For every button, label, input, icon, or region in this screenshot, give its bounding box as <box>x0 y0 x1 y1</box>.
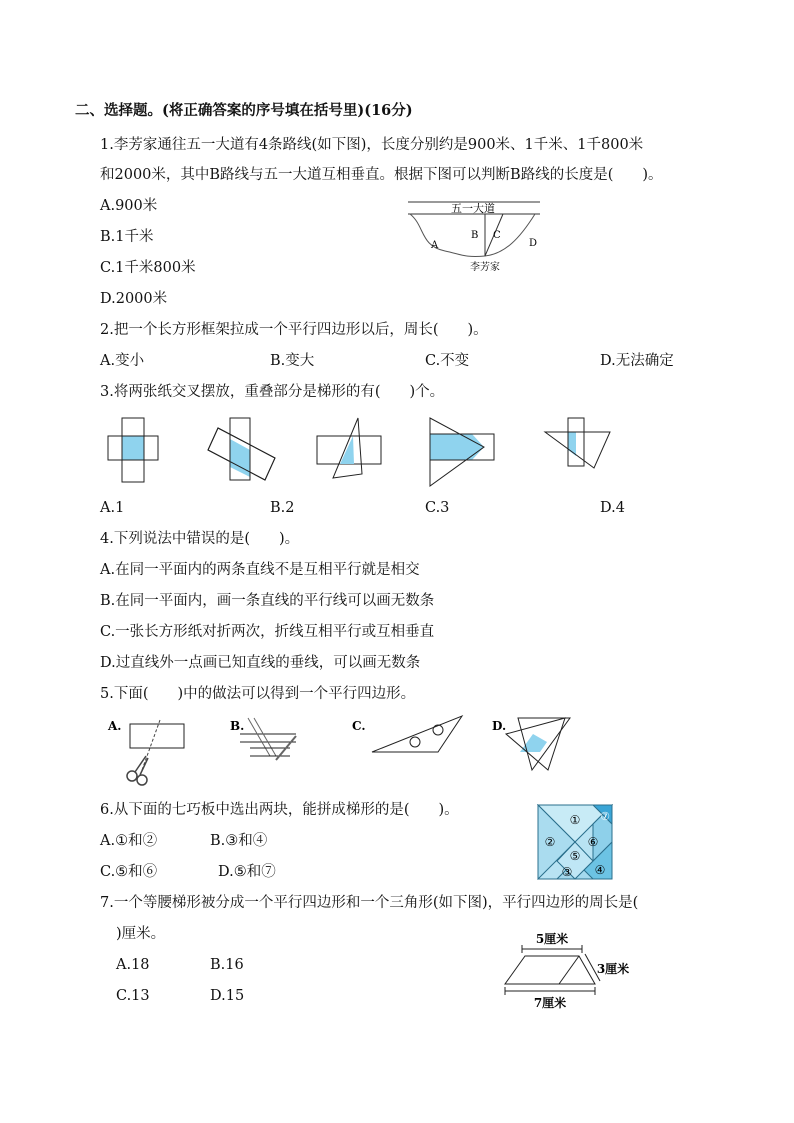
q6-option-a: A.①和② <box>100 833 158 849</box>
q1-label-d: D <box>529 238 538 249</box>
q6-option-b: B.③和④ <box>210 833 268 849</box>
q5-figures <box>100 712 580 792</box>
q7-side-label: 3厘米 <box>596 962 630 976</box>
q1-option-b: B.1千米 <box>100 229 154 245</box>
q3-figure-3 <box>317 418 381 478</box>
q7-bottom-label: 7厘米 <box>533 996 567 1010</box>
q3-figures <box>100 412 620 490</box>
q1-label-b: B <box>471 230 479 241</box>
q1-option-c: C.1千米800米 <box>100 260 196 276</box>
q1-label-c: C <box>493 230 501 241</box>
q5-label-c: C. <box>352 719 366 733</box>
q4-option-d: D.过直线外一点画已知直线的垂线，可以画无数条 <box>100 655 421 671</box>
q3-figure-1 <box>108 418 158 482</box>
q3-option-d: D.4 <box>600 500 625 516</box>
q3-stem: 3.将两张纸交叉摆放，重叠部分是梯形的有( )个。 <box>100 384 445 400</box>
q1-stem-line2: 和2000米，其中B路线与五一大道互相垂直。根据下图可以判断B路线的长度是( )。 <box>100 167 663 183</box>
q3-figure-5 <box>545 418 610 468</box>
svg-text:①: ① <box>569 813 581 827</box>
q2-stem: 2.把一个长方形框架拉成一个平行四边形以后，周长( )。 <box>100 322 488 338</box>
svg-text:④: ④ <box>594 863 606 877</box>
q4-option-b: B.在同一平面内，画一条直线的平行线可以画无数条 <box>100 593 435 609</box>
q7-option-c: C.13 <box>116 988 150 1004</box>
q7-option-b: B.16 <box>210 957 244 973</box>
q5-label-b: B. <box>230 719 245 733</box>
q7-stem-line2: )厘米。 <box>116 926 166 942</box>
q7-option-a: A.18 <box>116 957 150 973</box>
q6-option-c: C.⑤和⑥ <box>100 864 158 880</box>
q2-option-a: A.变小 <box>100 353 145 369</box>
q1-label-a: A <box>431 240 439 251</box>
section-title: 二、选择题。(将正确答案的序号填在括号里)(16分) <box>75 102 413 119</box>
q5-stem: 5.下面( )中的做法可以得到一个平行四边形。 <box>100 686 416 702</box>
q1-route-figure <box>405 196 545 276</box>
q3-figure-2 <box>208 418 275 480</box>
q7-option-d: D.15 <box>210 988 245 1004</box>
q4-stem: 4.下列说法中错误的是( )。 <box>100 531 300 547</box>
q2-option-b: B.变大 <box>270 353 315 369</box>
q7-trapezoid-figure <box>497 925 647 1015</box>
q6-option-d: D.⑤和⑦ <box>218 864 276 880</box>
svg-text:②: ② <box>544 835 556 849</box>
q3-option-a: A.1 <box>100 500 125 516</box>
q4-option-c: C.一张长方形纸对折两次，折线互相平行或互相垂直 <box>100 624 435 640</box>
q4-option-a: A.在同一平面内的两条直线不是互相平行就是相交 <box>100 562 420 578</box>
q5-label-a: A. <box>108 719 122 733</box>
q3-option-c: C.3 <box>425 500 450 516</box>
q1-stem-line1: 1.李芳家通往五一大道有4条路线(如下图)，长度分别约是900米、1千米、1千800米 <box>100 137 644 153</box>
q3-figure-4 <box>430 418 494 486</box>
svg-text:③: ③ <box>561 865 573 879</box>
q2-option-d: D.无法确定 <box>600 353 674 369</box>
q6-stem: 6.从下面的七巧板中选出两块，能拼成梯形的是( )。 <box>100 802 459 818</box>
q5-label-d: D. <box>492 719 507 733</box>
q1-option-a: A.900米 <box>100 198 158 214</box>
q1-road-label: 五一大道 <box>451 202 495 215</box>
q6-tangram <box>537 804 613 880</box>
svg-text:⑥: ⑥ <box>587 835 599 849</box>
q2-option-c: C.不变 <box>425 353 470 369</box>
q1-home-label: 李芳家 <box>470 262 500 273</box>
q7-stem-line1: 7.一个等腰梯形被分成一个平行四边形和一个三角形(如下图)，平行四边形的周长是( <box>100 895 639 911</box>
q1-option-d: D.2000米 <box>100 291 168 307</box>
svg-text:⑤: ⑤ <box>569 849 581 863</box>
q3-option-b: B.2 <box>270 500 295 516</box>
svg-text:⑦: ⑦ <box>600 810 610 823</box>
scissors-icon <box>127 756 148 785</box>
q7-top-label: 5厘米 <box>535 932 569 946</box>
